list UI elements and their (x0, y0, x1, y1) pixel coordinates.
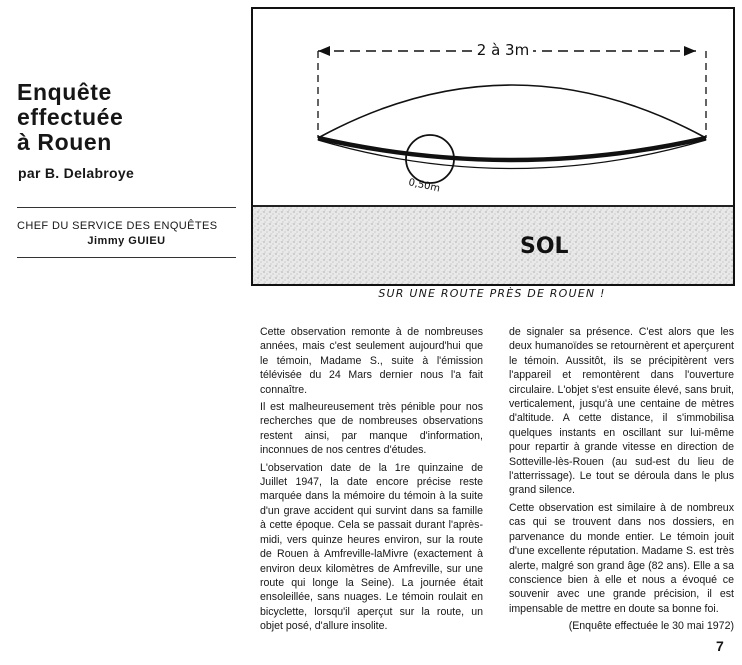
investigation-date: (Enquête effectuée le 30 mai 1972) (568, 620, 734, 633)
byline: par B. Delabroye (18, 165, 135, 181)
width-label: 2 à 3m (476, 41, 530, 59)
title-line: Enquête (17, 79, 112, 105)
chef-name: Jimmy GUIEU (87, 235, 166, 247)
paragraph: de signaler sa présence. C'est alors que les deux humanoïdes se retournèrent et aperçurent le témoin. Aussitôt, ils se précipitèrent vers l'appareil et remontèrent dans l'ouverture circulaire. L'objet s'est ensuite élevé, sans bruit, verticalement, jusqu'à une centaine de mètres d'altitude. A cette distance, il s'immobilisa quelques instants en oscillant sur lui-même pour repartir à grande vitesse en direction de Sotteville-lès-Rouen (au sud-est du lieu de l'atterrissage). Le tout se déroula dans le plus grand silence. (509, 326, 734, 497)
paragraph: L'observation date de la 1re quinzaine de Juillet 1947, la date encore précise reste marquée dans la mémoire du témoin à la suite d'un grave accident qui survint dans sa famille à cette époque. Cela se passait durant l'après-midi, vers quinze heures environ, sur la route de Rouen à Amfreville-laMivre (exactement à environ deux kilomètres de Amfreville, sur une route qui longe la Seine). La journée était ensoleillée, sans nuages. Le témoin roulait en bicyclette, lorsqu'il aperçut sur la route, un objet posé, d'allure insolite. (260, 461, 483, 633)
paragraph: Il est malheureusement très pénible pour nos recherches que de nombreuses observations restent ainsi, par manque d'information, inconnues de nos centres d'études. (260, 401, 483, 457)
divider-top (17, 207, 236, 208)
page-number: 7 (716, 638, 724, 654)
title-line: effectuée (17, 104, 124, 130)
chef-service (17, 219, 236, 248)
text-column-right (509, 325, 734, 634)
text-column-left (260, 325, 483, 637)
hatch-diameter-label: 0,50m (407, 177, 441, 195)
ground-label: SOL (520, 234, 569, 259)
figure-caption: SUR UNE ROUTE PRÈS DE ROUEN ! (378, 287, 606, 300)
ground-area (253, 206, 733, 284)
title-line: à Rouen (17, 129, 112, 155)
paragraph: Cette observation est similaire à de nombreux cas qui se trouvent dans nos dossiers, en parvenance du monde entier. Le témoin jouit d'une excellente réputation. Madame S. est très alerte, malgré son grand âge (82 ans). Elle a sa conscience bien à elle et nous a évoqué ce souvenir avec une grande précision, il est impensable de mettre en doute sa bonne foi. (509, 501, 734, 615)
article-title (17, 80, 247, 155)
chef-title: CHEF DU SERVICE DES ENQUÊTES (17, 220, 218, 232)
ufo-sketch (251, 7, 735, 287)
divider-bottom (17, 257, 236, 258)
paragraph: Cette observation remonte à de nombreuses années, mais c'est seulement aujourd'hui que le témoin, Madame S., suite à l'émission télévisée du 24 Mars dernier nous l'a fait connaître. (260, 326, 483, 396)
